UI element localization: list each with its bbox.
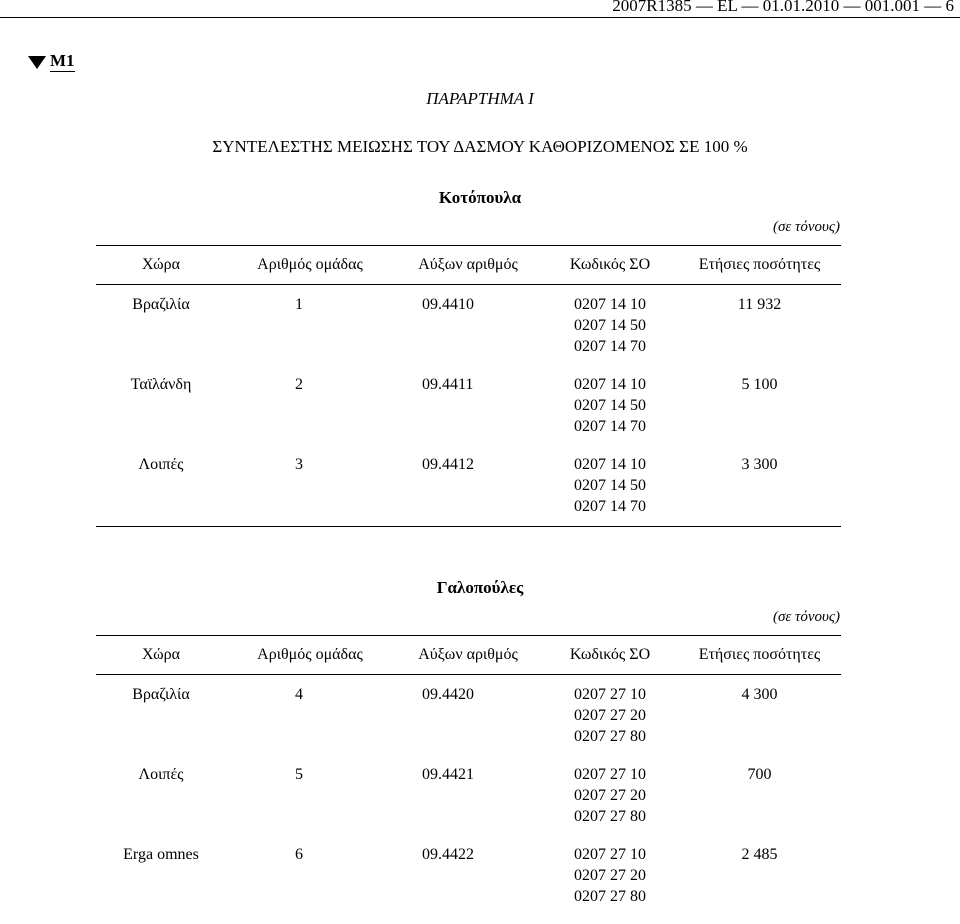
table-row [96, 675, 841, 765]
cell-serial: 09.4411 [422, 376, 474, 393]
cell-cn-codes [542, 454, 678, 527]
cell-serial: 09.4422 [422, 846, 474, 863]
cell-country: Βραζιλία [132, 296, 190, 313]
table-header-row [96, 246, 841, 285]
column-header-country: Χώρα [142, 256, 180, 273]
cn-code: 0207 14 70 [574, 338, 646, 355]
unit-label-turkey: (σε τόνους) [772, 609, 840, 625]
cell-country: Λοιπές [138, 766, 184, 783]
cell-quantity: 3 300 [741, 456, 778, 473]
cn-code: 0207 14 10 [574, 456, 646, 473]
cell-group: 1 [295, 296, 303, 313]
table-title-turkey: Γαλοπούλες [436, 578, 524, 597]
cell-quantity: 4 300 [741, 686, 778, 703]
cell-group: 3 [295, 456, 303, 473]
quota-table-turkey [96, 635, 841, 916]
cn-code: 0207 27 80 [574, 728, 646, 745]
cell-group: 6 [295, 846, 303, 863]
cn-code: 0207 27 20 [574, 787, 646, 804]
cn-code: 0207 27 20 [574, 707, 646, 724]
cell-cn-codes [542, 764, 678, 844]
column-header-cn-code: Κωδικός ΣΟ [569, 646, 651, 663]
cell-cn-codes [542, 285, 678, 375]
cell-cn-codes [542, 844, 678, 916]
triangle-down-icon [28, 56, 46, 69]
document-reference: 2007R1385 — EL — 01.01.2010 — 001.001 — 6 [612, 0, 954, 15]
table-row [96, 285, 841, 375]
column-header-cn-code: Κωδικός ΣΟ [569, 256, 651, 273]
main-title: ΣΥΝΤΕΛΕΣΤΗΣ ΜΕΙΩΣΗΣ ΤΟΥ ΔΑΣΜΟΥ ΚΑΘΟΡΙΖΟΜΕΝΟΣ ΣΕ 100 % [212, 137, 748, 156]
cn-code: 0207 14 50 [574, 477, 646, 494]
column-header-quantity: Ετήσιες ποσότητες [698, 256, 821, 273]
table-header-row [96, 636, 841, 675]
cell-group: 2 [295, 376, 303, 393]
cell-quantity: 5 100 [741, 376, 778, 393]
column-header-serial: Αύξων αριθμός [418, 256, 518, 273]
cn-code: 0207 14 70 [574, 418, 646, 435]
column-header-quantity: Ετήσιες ποσότητες [698, 646, 821, 663]
document-header [0, 0, 960, 18]
cell-cn-codes [542, 675, 678, 765]
cn-code: 0207 27 80 [574, 888, 646, 905]
amendment-code: M1 [50, 51, 75, 70]
cn-code: 0207 14 50 [574, 317, 646, 334]
cn-code: 0207 27 80 [574, 808, 646, 825]
cell-country: Erga omnes [123, 846, 199, 863]
cell-group: 5 [295, 766, 303, 783]
cell-country: Ταϊλάνδη [130, 376, 192, 393]
table-row [96, 374, 841, 454]
cell-serial: 09.4421 [422, 766, 474, 783]
cell-quantity: 700 [747, 766, 772, 783]
column-header-country: Χώρα [142, 646, 180, 663]
cn-code: 0207 14 70 [574, 498, 646, 515]
unit-label-chicken: (σε τόνους) [772, 219, 840, 235]
cn-code: 0207 27 10 [574, 686, 646, 703]
cell-quantity: 11 932 [737, 296, 782, 313]
table-title-chicken: Κοτόπουλα [438, 188, 522, 207]
table-row [96, 764, 841, 844]
column-header-group: Αριθμός ομάδας [257, 646, 363, 663]
cn-code: 0207 14 10 [574, 376, 646, 393]
cell-quantity: 2 485 [741, 846, 778, 863]
cell-country: Λοιπές [138, 456, 184, 473]
quota-table-chicken [96, 245, 841, 527]
cell-serial: 09.4412 [422, 456, 474, 473]
amendment-marker [28, 51, 75, 72]
cn-code: 0207 27 10 [574, 766, 646, 783]
cn-code: 0207 14 10 [574, 296, 646, 313]
cell-serial: 09.4420 [422, 686, 474, 703]
table-row [96, 454, 841, 527]
column-header-serial: Αύξων αριθμός [418, 646, 518, 663]
cell-serial: 09.4410 [422, 296, 474, 313]
cell-cn-codes [542, 374, 678, 454]
cn-code: 0207 14 50 [574, 397, 646, 414]
annex-title: ΠΑΡΑΡΤΗΜΑ I [426, 89, 534, 108]
column-header-group: Αριθμός ομάδας [257, 256, 363, 273]
cn-code: 0207 27 10 [574, 846, 646, 863]
cell-country: Βραζιλία [132, 686, 190, 703]
cn-code: 0207 27 20 [574, 867, 646, 884]
cell-group: 4 [295, 686, 303, 703]
table-row [96, 844, 841, 916]
